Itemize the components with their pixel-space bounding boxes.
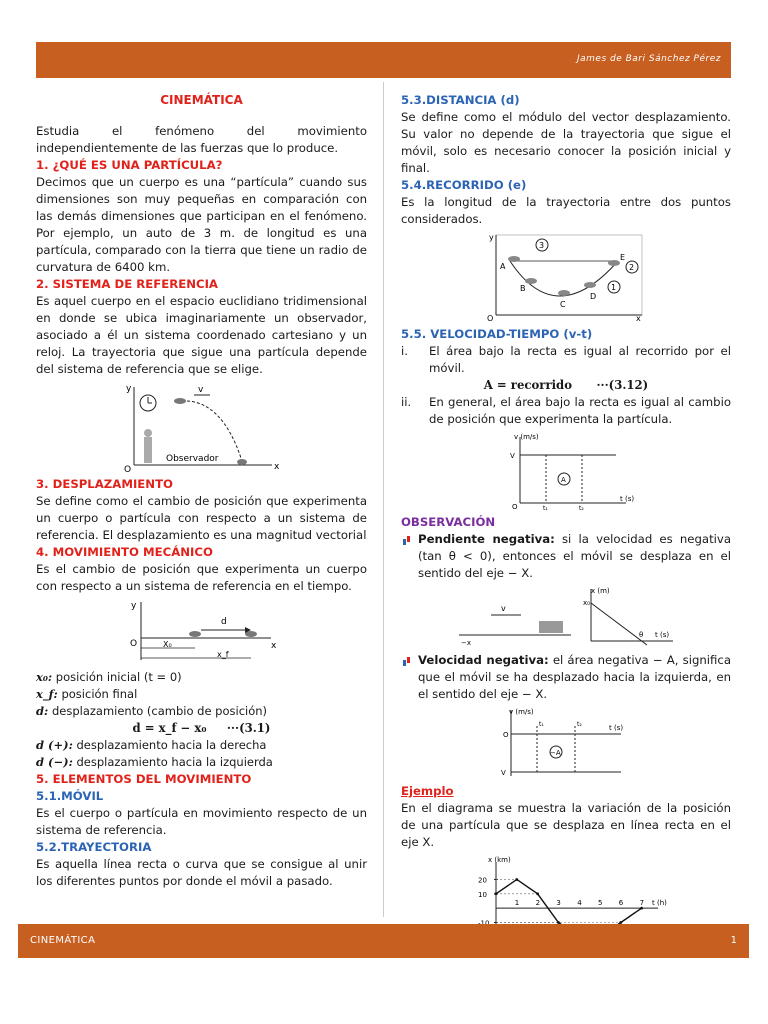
fig1-x-label: x: [273, 462, 279, 472]
fig2-y-label: y: [130, 601, 136, 611]
list-item-ii-text: En general, el área bajo la recta es igual al cambio de posición que experimenta la partícula.: [429, 395, 731, 426]
fig4-t1-label: t₁: [543, 505, 548, 511]
left-column: [36, 92, 367, 890]
fig3-point-d: D: [590, 292, 597, 301]
d-negative-text: desplazamiento hacia la izquierda: [72, 755, 273, 769]
chart-x-tick-label: 4: [577, 899, 582, 908]
footer-section-title: CINEMÁTICA: [30, 935, 96, 946]
d-symbol: d:: [36, 704, 49, 718]
car-icon: [539, 621, 563, 633]
d-negative-definition: [36, 754, 367, 771]
fig4-v-axis-label: v (m/s): [514, 433, 539, 441]
author-name: James de Bari Sánchez Pérez: [576, 54, 721, 64]
observation-2-text: el área negativa − A, significa que el móvil se ha desplazado hacia la izquierda, en el sentido del eje − X.: [418, 653, 732, 701]
fig3-number-3: 3: [539, 241, 545, 250]
fig3-number-2: 2: [629, 263, 635, 272]
observation-item-2: [401, 652, 731, 703]
fig3-number-1: 1: [611, 283, 617, 292]
fig5-t-label: t (s): [655, 631, 670, 639]
negative-velocity-figure: [491, 706, 641, 780]
fig1-origin-label: O: [123, 465, 131, 473]
fig3-point-e: E: [620, 253, 626, 262]
particle-a-icon: [508, 256, 520, 262]
fig3-point-b: B: [520, 284, 526, 293]
fig2-d-label: d: [220, 617, 227, 627]
section-5-1-heading: 5.1.MÓVIL: [36, 789, 104, 803]
section-4-text: Es el cambio de posición que experimenta un cuerpo con respecto a un sistema de referencia en el tiempo.: [36, 562, 367, 593]
formula2-expression: A = recorrido: [483, 378, 573, 392]
start-particle-icon: [189, 631, 201, 637]
particle-c-icon: [558, 290, 570, 296]
xf-symbol: x_f:: [36, 687, 58, 701]
section-5-2-heading: 5.2.TRAYECTORIA: [36, 840, 152, 854]
fig6-v-axis-label: v (m/s): [509, 708, 534, 716]
fig4-t2-label: t₂: [579, 505, 584, 511]
x0-text: posición inicial (t = 0): [52, 670, 182, 684]
fig5-xm-label: x (m): [591, 587, 610, 595]
section-5-4-text: Es la longitud de la trayectoria entre dos puntos considerados.: [401, 195, 731, 226]
example-text: En el diagrama se muestra la variación de la posición de una partícula que se desplaza en línea recta en el eje X.: [401, 801, 731, 849]
list-item-ii-number: ii.: [401, 395, 412, 409]
section-1-heading: 1. ¿QUÉ ES UNA PARTÍCULA?: [36, 158, 223, 172]
observer-head: [144, 429, 152, 437]
fig2-x-label: x: [270, 641, 276, 651]
fig3-point-c: C: [560, 300, 566, 309]
fig6-t-label: t (s): [609, 724, 624, 732]
fig5-x0-label: x₀: [583, 599, 590, 607]
figure-frame: [496, 235, 642, 315]
header-bar: [36, 42, 731, 78]
chart-x-tick-label: 3: [556, 899, 561, 908]
section-2-heading: 2. SISTEMA DE REFERENCIA: [36, 277, 218, 291]
list-item-i-text: El área bajo la recta es igual al recorrido por el móvil.: [429, 344, 731, 375]
formula-reference: ···(3.1): [226, 721, 271, 735]
section-2-text: Es aquel cuerpo en el espacio euclidiano tridimensional en donde se ubica imaginariamente un observador, asociado a él un sistema coordenado cartesiano y un reloj. La trayectoria que sigue una partícula depende del sistema de referencia que se elige.: [36, 294, 367, 376]
fig1-y-label: y: [125, 384, 131, 394]
formula-3-12: [401, 377, 731, 394]
fig4-area-label: A: [561, 476, 566, 484]
fig3-y-label: y: [489, 233, 494, 242]
section-3-text: Se define como el cambio de posición que experimenta un cuerpo o partícula con respecto a un sistema de referencia. El desplazamiento es una magnitud vectorial: [36, 494, 367, 542]
observation-heading: OBSERVACIÓN: [401, 515, 496, 529]
page-number: 1: [730, 935, 737, 946]
chart-x-axis-label: t (h): [652, 899, 667, 908]
chart-x-tick-label: 5: [598, 899, 603, 908]
pin-bullet-icon: [401, 533, 413, 545]
fig4-t-label: t (s): [620, 495, 635, 503]
d-definition: [36, 703, 367, 720]
fig4-origin-label: O: [512, 503, 518, 511]
reference-system-figure: [122, 381, 282, 473]
fig2-origin-label: O: [129, 639, 137, 649]
list-item-ii: [401, 394, 731, 428]
section-5-5-heading: 5.5. VELOCIDAD-TIEMPO (v-t): [401, 327, 593, 341]
section-1-text: Decimos que un cuerpo es una “partícula” cuando sus dimensiones son muy pequeñas en comparación con las demás dimensiones que participan en el fenómeno. Por ejemplo, un auto de 3 m. de longitud es una partícula, comparado con la tierra que tiene un radio de curvatura de 6400 km.: [36, 175, 367, 274]
observation-1-text: si la velocidad es negativa (tan θ < 0), entonces el móvil se desplaza en el sentido del eje − X.: [418, 532, 731, 580]
d-text: desplazamiento (cambio de posición): [48, 704, 268, 718]
list-item-i-number: i.: [401, 344, 408, 358]
section-5-3-text: Se define como el módulo del vector desplazamiento. Su valor no depende de la trayectoria que sigue el móvil, solo es necesario conocer la posición inicial y final.: [401, 110, 731, 175]
fig6-v-label: V: [501, 769, 506, 777]
fig4-v-label: V: [510, 452, 515, 460]
observation-item-1: [401, 531, 731, 582]
chart-x-tick-label: 1: [514, 899, 520, 908]
velocity-time-figure: [486, 431, 646, 511]
intro-text: Estudia el fenómeno del movimiento independientemente de las fuerzas que lo produce.: [36, 124, 367, 155]
formula-expression: d = x_f − x₀: [132, 721, 207, 735]
fig5-v-label: v: [501, 604, 506, 613]
fig6-t2-label: t₂: [577, 721, 582, 728]
section-5-2-text: Es aquella línea recta o curva que se consigue al unir los diferentes puntos por donde el móvil a pasado.: [36, 857, 367, 888]
d-positive-definition: [36, 737, 367, 754]
fig5-theta-label: θ: [639, 631, 644, 639]
particle-b-icon: [525, 278, 537, 284]
fig6-origin-label: O: [503, 731, 509, 739]
chart-y-tick-label: 10: [478, 890, 487, 899]
footer-bar: [18, 924, 749, 958]
observation-1-label: Pendiente negativa:: [418, 532, 555, 546]
chart-x-tick-label: 7: [639, 899, 645, 908]
right-column: [401, 92, 731, 953]
displacement-figure: [127, 598, 277, 666]
fig2-x0-label: X₀: [162, 640, 172, 649]
fig1-v-label: v: [197, 385, 203, 395]
particle-icon: [174, 398, 186, 404]
d-positive-symbol: d (+):: [36, 738, 73, 752]
x0-definition: [36, 669, 367, 686]
document-title: CINEMÁTICA: [160, 93, 243, 107]
particle-e-icon: [608, 260, 620, 266]
fig6-area-label: −A: [550, 749, 561, 757]
trajectory-figure: [486, 231, 646, 323]
x0-symbol: x₀:: [36, 670, 53, 684]
fig2-xf-label: x_f: [216, 650, 229, 659]
xf-definition: [36, 686, 367, 703]
fig1-observer-label: Observador: [165, 454, 218, 464]
observation-2-label: Velocidad negativa:: [418, 653, 549, 667]
particle-d-icon: [584, 282, 596, 288]
observer-figure: [144, 437, 152, 463]
section-4-heading: 4. MOVIMIENTO MECÁNICO: [36, 545, 213, 559]
column-divider: [383, 82, 384, 917]
particle-end-icon: [237, 459, 247, 465]
chart-data-point: [536, 892, 539, 895]
negative-slope-figure: [451, 585, 681, 649]
fig3-point-a: A: [500, 262, 506, 271]
trajectory-curve: [182, 401, 242, 461]
fig5-minus-x-label: −x: [461, 639, 472, 647]
list-item-i: [401, 343, 731, 377]
d-positive-text: desplazamiento hacia la derecha: [72, 738, 267, 752]
section-5-heading: 5. ELEMENTOS DEL MOVIMIENTO: [36, 772, 252, 786]
section-3-heading: 3. DESPLAZAMIENTO: [36, 477, 173, 491]
section-5-4-heading: 5.4.RECORRIDO (e): [401, 178, 527, 192]
fig6-t1-label: t₁: [539, 721, 544, 728]
d-negative-symbol: d (−):: [36, 755, 73, 769]
chart-y-tick-label: 20: [478, 876, 487, 885]
chart-x-tick-label: 6: [618, 899, 624, 908]
chart-data-point: [495, 892, 498, 895]
formula2-reference: ···(3.12): [596, 378, 649, 392]
formula-3-1: [36, 720, 367, 737]
pin-bullet-icon: [401, 654, 413, 666]
chart-y-axis-label: x (km): [488, 856, 511, 864]
fig3-x-label: x: [636, 314, 641, 323]
example-heading: Ejemplo: [401, 784, 454, 798]
chart-data-point: [640, 907, 643, 910]
chart-x-tick-label: 2: [535, 899, 541, 908]
xf-text: posición final: [57, 687, 138, 701]
chart-data-point: [515, 878, 518, 881]
section-5-3-heading: 5.3.DISTANCIA (d): [401, 93, 520, 107]
fig3-origin-label: O: [487, 314, 494, 323]
section-5-1-text: Es el cuerpo o partícula en movimiento respecto de un sistema de referencia.: [36, 806, 367, 837]
